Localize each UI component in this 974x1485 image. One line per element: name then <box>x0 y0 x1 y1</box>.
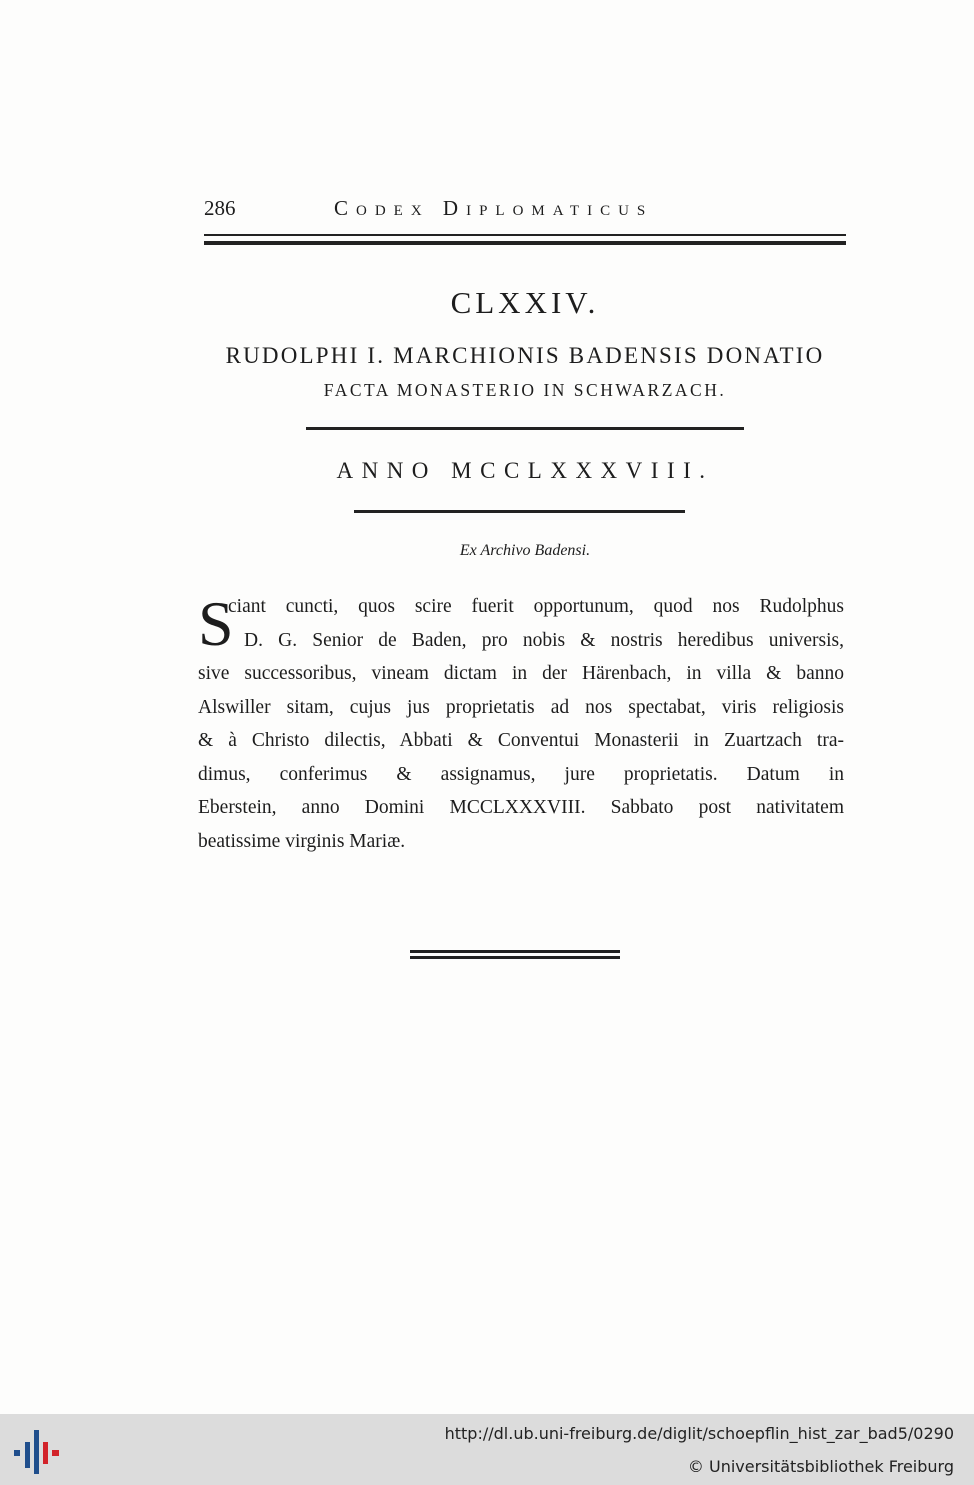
charter-text <box>198 590 844 858</box>
text-line: beatissime virginis Mariæ. <box>198 830 406 852</box>
year-rule <box>354 510 685 513</box>
drop-cap: S <box>198 588 234 659</box>
text-line: & à Christo dilectis, Abbati & Conventui Monasterii in Zuartzach tra- <box>198 730 844 751</box>
running-title: Codex Diplomaticus <box>334 196 654 220</box>
copyright-notice: © Universitätsbibliothek Freiburg <box>687 1457 954 1476</box>
text-line: dimus, conferimus & assignamus, jure proprietatis. Datum in <box>198 763 844 785</box>
text-line: Eberstein, anno Domini MCCLXXXVIII. Sabbato post nativitatem <box>198 797 844 818</box>
text-line: D. G. Senior de Baden, pro nobis & nostris heredibus universis, <box>244 629 844 651</box>
permalink-url[interactable]: http://dl.ub.uni-freiburg.de/diglit/schoepflin_hist_zar_bad5/0290 <box>444 1424 954 1443</box>
ub-freiburg-logo-icon <box>12 1428 62 1478</box>
document-number: CLXXIV. <box>450 285 600 320</box>
end-ornament-rule <box>410 950 620 962</box>
running-head <box>204 196 844 222</box>
archive-source: Ex Archivo Badensi. <box>459 542 591 559</box>
document-year: ANNO MCCLXXXVIII. <box>336 458 714 483</box>
title-rule <box>306 427 744 430</box>
text-line: sive successoribus, vineam dictam in der Härenbach, in villa & banno <box>198 663 844 684</box>
document-title-line-1: RUDOLPHI I. MARCHIONIS BADENSIS DONATIO <box>225 343 825 368</box>
header-double-rule <box>204 234 846 247</box>
text-line: Alswiller sitam, cujus jus proprietatis ad nos spectabat, viris religiosis <box>198 696 844 718</box>
document-title-line-2: FACTA MONASTERIO IN SCHWARZACH. <box>323 380 727 400</box>
viewer-footer <box>0 1414 974 1485</box>
page-number: 286 <box>204 196 236 220</box>
text-line: ciant cuncti, quos scire fuerit opportunum, quod nos Rudolphus <box>228 596 844 617</box>
